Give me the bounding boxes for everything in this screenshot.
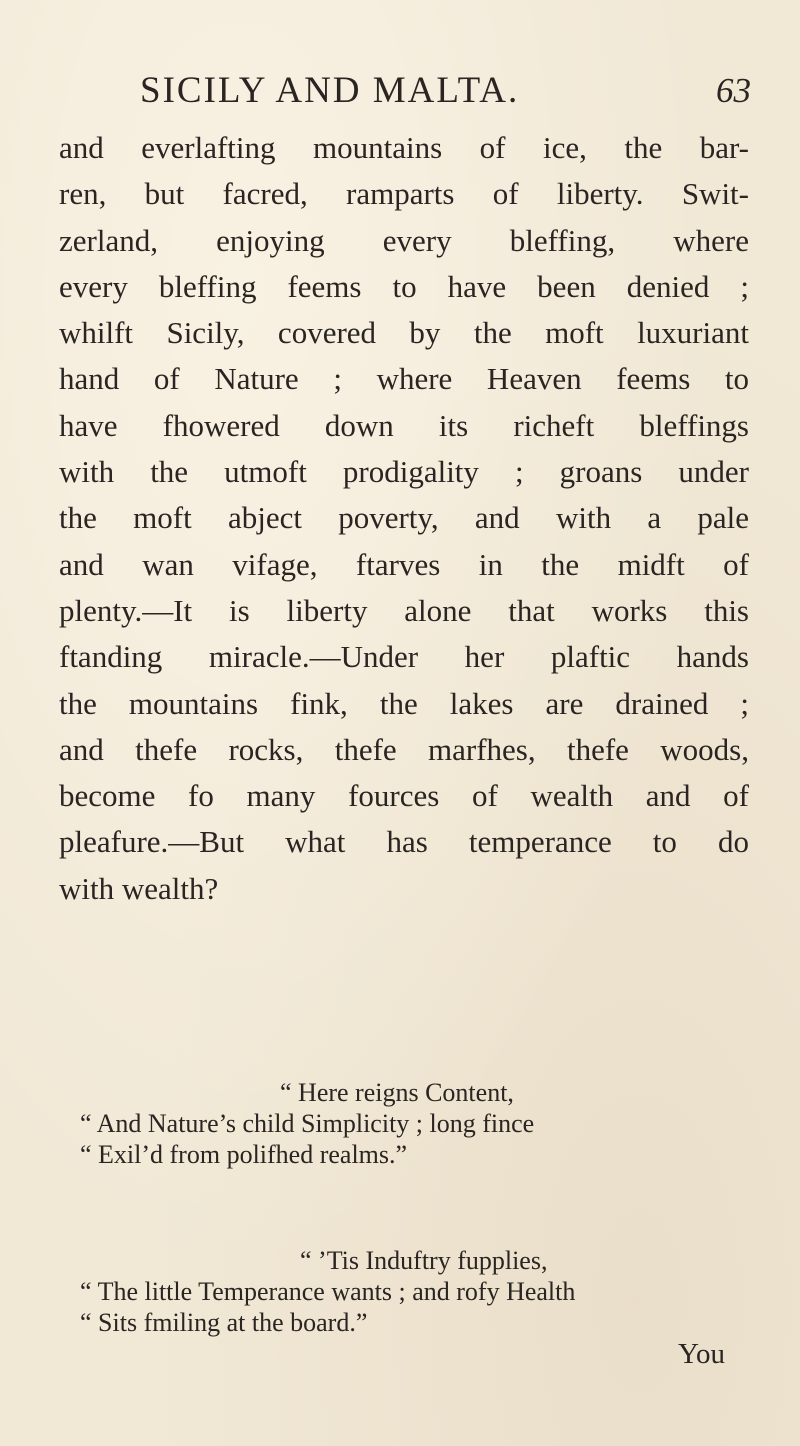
text-line: and thefe rocks, thefe marfhes, thefe woods, (59, 731, 749, 767)
text-line: hand of Nature ; where Heaven feems to (59, 361, 749, 397)
text-line: pleafure.—But what has temperance to do (59, 824, 749, 860)
running-head-title: SICILY AND MALTA. (140, 70, 520, 111)
text-line: have fhowered down its richeft bleffings (59, 407, 749, 443)
verse-line: “ Exil’d from polifhed realms.” (80, 1140, 408, 1169)
text-line: ren, but facred, ramparts of liberty. Swit- (59, 176, 749, 212)
running-head (0, 66, 800, 116)
verse-line: “ Sits fmiling at the board.” (80, 1308, 368, 1337)
text-line: whilft Sicily, covered by the moft luxuriant (59, 315, 749, 351)
verse-line: “ The little Temperance wants ; and rofy Health (80, 1277, 576, 1306)
verse-quotation-2 (80, 1245, 770, 1338)
verse-line: “ ’Tis Induftry fupplies, (300, 1246, 548, 1275)
text-line: the mountains fink, the lakes are drained ; (59, 685, 749, 721)
verse-line: “ And Nature’s child Simplicity ; long fince (80, 1109, 535, 1138)
text-line: with wealth? (59, 870, 219, 906)
text-line: and wan vifage, ftarves in the midft of (59, 546, 749, 582)
text-line: with the utmoft prodigality ; groans under (59, 454, 749, 490)
text-line: zerland, enjoying every bleffing, where (59, 222, 749, 258)
text-line: ftanding miracle.—Under her plaftic hands (59, 639, 749, 675)
verse-line: “ Here reigns Content, (280, 1078, 514, 1107)
text-line: plenty.—It is liberty alone that works this (59, 592, 749, 628)
text-line: become fo many fources of wealth and of (59, 778, 749, 814)
page-number: 63 (716, 71, 751, 110)
body-text (59, 125, 749, 912)
text-line: and everlafting mountains of ice, the bar- (59, 130, 749, 165)
text-line: every bleffing feems to have been denied ; (59, 268, 749, 304)
text-line: the moft abject poverty, and with a pale (59, 500, 749, 536)
catchword: You (678, 1338, 726, 1370)
verse-quotation-1 (80, 1077, 770, 1170)
